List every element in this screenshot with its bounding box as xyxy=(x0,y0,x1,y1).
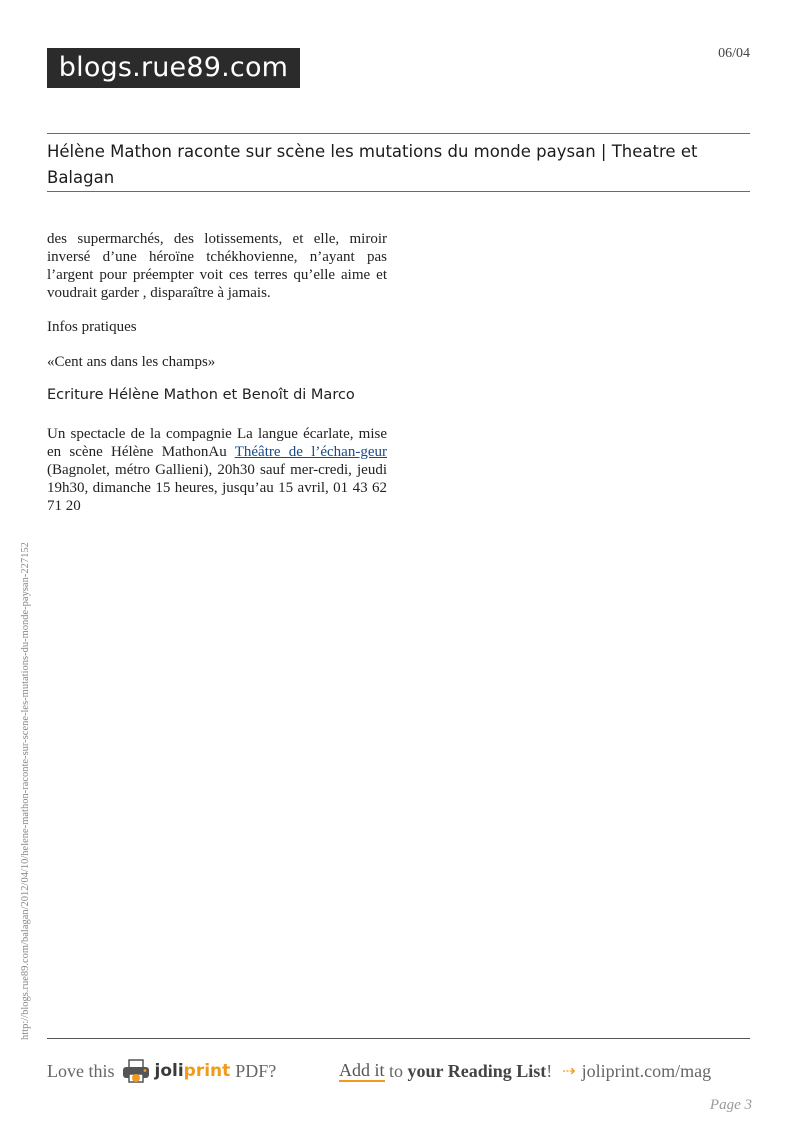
add-it-link[interactable]: Add it xyxy=(339,1060,385,1080)
footer-promo xyxy=(47,1059,276,1083)
source-url: http://blogs.rue89.com/balagan/2012/04/10/helene-mathon-raconte-sur-scene-les-mutations-du-monde-paysan-227152 xyxy=(20,542,31,1040)
site-logo[interactable]: blogs.rue89.com xyxy=(47,48,300,88)
page-number: Page 3 xyxy=(709,1097,752,1113)
brand-joli: joli xyxy=(154,1061,184,1081)
footer-rule xyxy=(47,1038,750,1039)
dotted-arrow-icon: ⇢ xyxy=(562,1063,576,1080)
venue-link[interactable]: Théâtre de l’échan-geur xyxy=(234,444,387,460)
brand-print: print xyxy=(183,1061,231,1081)
footer-reading-list xyxy=(339,1059,711,1083)
article-paragraph-1: des supermarchés, des lotissements, et elle, miroir inversé d’une héroïne tchékhovienne, n’ayant pas l’argent pour préempter voit ces terres qu’elle aime et voudrait garder , disparaître à jamais. xyxy=(47,231,387,301)
pdf-text: PDF? xyxy=(235,1060,277,1081)
title-bottom-rule xyxy=(47,191,750,192)
reading-list-text: your Reading List xyxy=(407,1060,547,1081)
paragraph-2-tail: (Bagnolet, métro Gallieni), 20h30 sauf mer-credi, jeudi 19h30, dimanche 15 heures, jusqu’au 15 avril, 01 43 62 71 20 xyxy=(47,462,387,514)
show-title: «Cent ans dans les champs» xyxy=(47,354,216,370)
infos-label: Infos pratiques xyxy=(47,319,137,335)
title-top-rule xyxy=(47,133,750,134)
love-this-text: Love this xyxy=(47,1060,115,1081)
article-title: Hélène Mathon raconte sur scène les mutations du monde paysan | Theatre et Balagan xyxy=(47,142,698,187)
article-subheading: Ecriture Hélène Mathon et Benoît di Marco xyxy=(47,387,355,403)
paragraph-2-lead: Un spectacle de la compagnie La langue écarlate, mise en scène Hélène MathonAu xyxy=(47,426,387,460)
joliprint-mag-link[interactable]: joliprint.com/mag xyxy=(581,1060,712,1081)
joliprint-brand[interactable] xyxy=(155,1061,231,1081)
print-date: 06/04 xyxy=(718,46,750,61)
exclaim-text: ! xyxy=(546,1060,553,1081)
to-text: to xyxy=(384,1060,408,1081)
article-paragraph-2 xyxy=(47,425,387,515)
printer-icon xyxy=(121,1059,151,1083)
